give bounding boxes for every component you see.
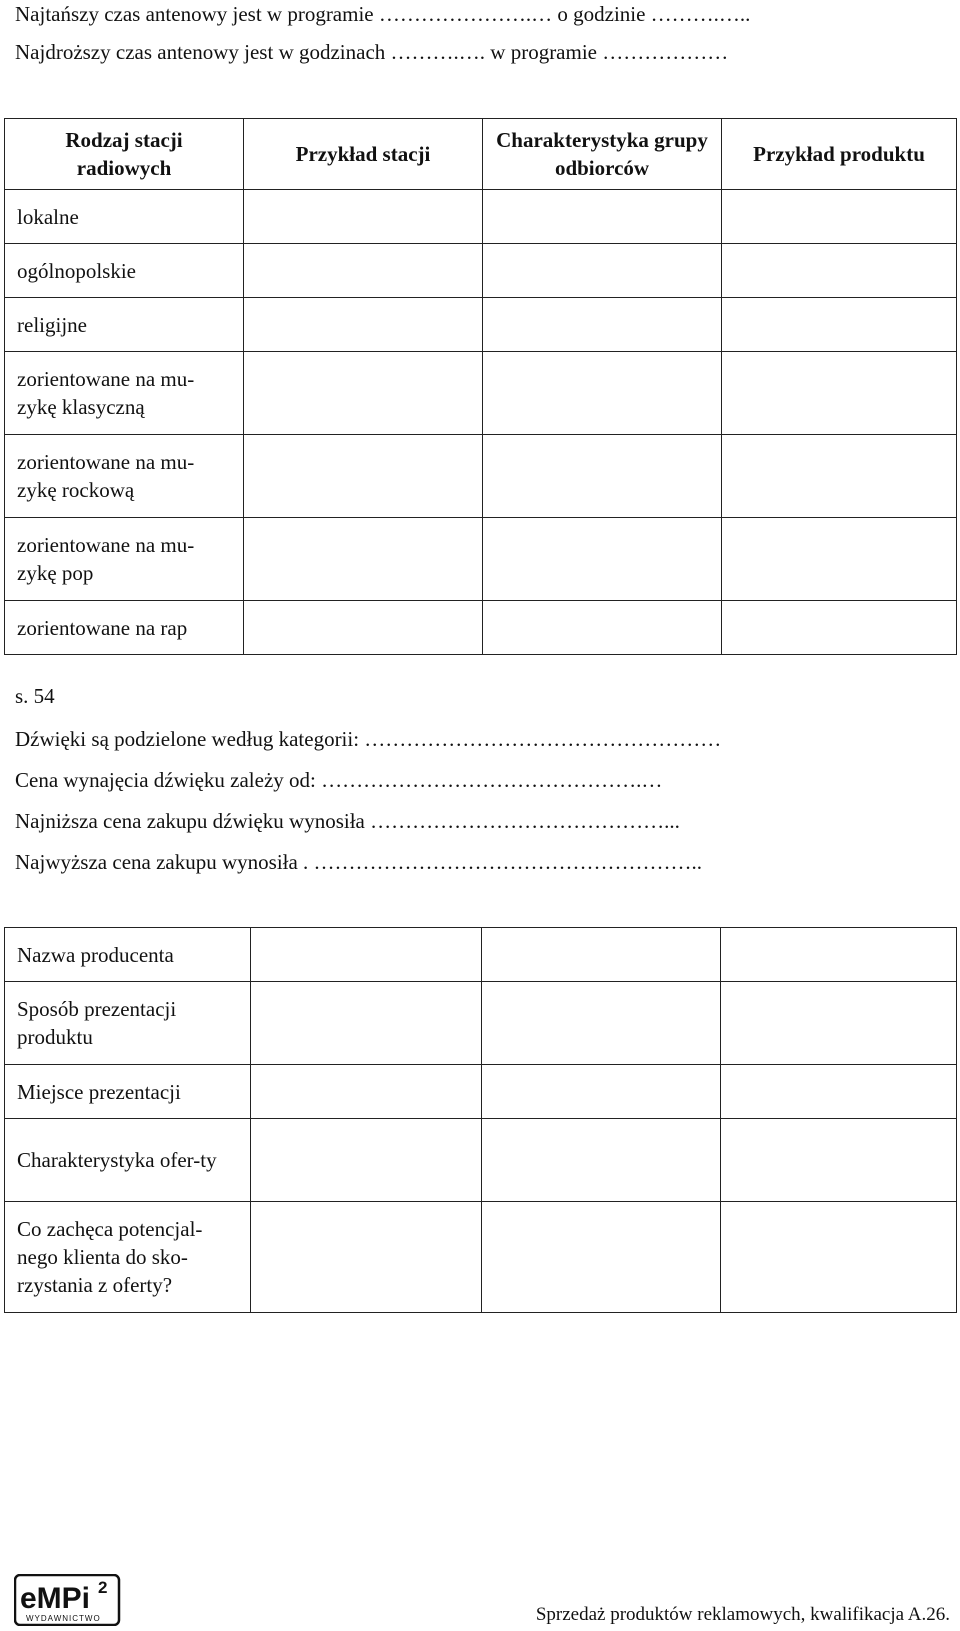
answer-cell[interactable]	[251, 982, 482, 1065]
answer-cell[interactable]	[482, 928, 721, 982]
svg-text:WYDAWNICTWO: WYDAWNICTWO	[26, 1614, 101, 1623]
table-row	[5, 982, 957, 1065]
answer-cell[interactable]	[722, 518, 957, 601]
row-label: Co zachęca potencjal-nego klienta do sko-rzystania z oferty?	[5, 1202, 251, 1313]
row-label: zorientowane na mu-zykę pop	[5, 518, 244, 601]
row-label: zorientowane na mu-zykę rockową	[5, 435, 244, 518]
row-label: ogólnopolskie	[5, 244, 244, 298]
row-label: zorientowane na rap	[5, 601, 244, 655]
answer-cell[interactable]	[244, 435, 483, 518]
page-reference: s. 54	[15, 684, 55, 708]
footer-caption: Sprzedaż produktów reklamowych, kwalifikacja A.26.	[535, 1604, 950, 1625]
lowest-price-line: Najniższa cena zakupu dźwięku wynosiła ……………………………………...	[15, 809, 680, 833]
answer-cell[interactable]	[251, 1065, 482, 1119]
rental-price-line: Cena wynajęcia dźwięku zależy od: ……………………………………….…	[15, 768, 663, 792]
table-row	[5, 601, 957, 655]
row-label: Sposób prezentacji produktu	[5, 982, 251, 1065]
answer-cell[interactable]	[482, 1065, 721, 1119]
row-label: religijne	[5, 298, 244, 352]
answer-cell[interactable]	[244, 298, 483, 352]
table-row	[5, 298, 957, 352]
answer-cell[interactable]	[721, 1119, 957, 1202]
answer-cell[interactable]	[483, 601, 722, 655]
answer-cell[interactable]	[251, 1119, 482, 1202]
header-product-example: Przykład produktu	[722, 119, 957, 190]
top-line-1: Najtańszy czas antenowy jest w programie ………………….… o godzinie ……….…..	[15, 2, 751, 26]
table-row	[5, 244, 957, 298]
answer-cell[interactable]	[482, 982, 721, 1065]
answer-cell[interactable]	[251, 1202, 482, 1313]
table-row	[5, 1202, 957, 1313]
answer-cell[interactable]	[721, 928, 957, 982]
header-audience: Charakterystyka grupy odbiorców	[483, 119, 722, 190]
radio-stations-table	[4, 118, 957, 655]
table-row	[5, 352, 957, 435]
answer-cell[interactable]	[721, 1065, 957, 1119]
answer-cell[interactable]	[244, 190, 483, 244]
table-row	[5, 518, 957, 601]
table-row	[5, 1119, 957, 1202]
answer-cell[interactable]	[244, 518, 483, 601]
answer-cell[interactable]	[244, 244, 483, 298]
answer-cell[interactable]	[483, 435, 722, 518]
answer-cell[interactable]	[721, 1202, 957, 1313]
table-row	[5, 435, 957, 518]
offer-analysis-table	[4, 927, 957, 1313]
svg-text:2: 2	[98, 1578, 108, 1597]
answer-cell[interactable]	[483, 190, 722, 244]
answer-cell[interactable]	[722, 190, 957, 244]
answer-cell[interactable]	[722, 352, 957, 435]
answer-cell[interactable]	[722, 298, 957, 352]
answer-cell[interactable]	[483, 352, 722, 435]
sound-categories-line: Dźwięki są podzielone według kategorii: ……………………………………………	[15, 727, 722, 751]
empi-logo	[14, 1574, 122, 1626]
svg-text:eMPi: eMPi	[20, 1582, 91, 1615]
answer-cell[interactable]	[722, 244, 957, 298]
table-row	[5, 1065, 957, 1119]
answer-cell[interactable]	[482, 1202, 721, 1313]
header-station-type: Rodzaj stacji radiowych	[5, 119, 244, 190]
table-row	[5, 190, 957, 244]
answer-cell[interactable]	[483, 298, 722, 352]
answer-cell[interactable]	[244, 601, 483, 655]
table-header-row	[5, 119, 957, 190]
answer-cell[interactable]	[483, 244, 722, 298]
answer-cell[interactable]	[722, 601, 957, 655]
answer-cell[interactable]	[251, 928, 482, 982]
header-station-example: Przykład stacji	[244, 119, 483, 190]
top-line-2: Najdroższy czas antenowy jest w godzinach ……….…. w programie ………………	[15, 40, 729, 64]
answer-cell[interactable]	[482, 1119, 721, 1202]
row-label: Charakterystyka ofer-ty	[5, 1119, 251, 1202]
row-label: Miejsce prezentacji	[5, 1065, 251, 1119]
answer-cell[interactable]	[721, 982, 957, 1065]
highest-price-line: Najwyższa cena zakupu wynosiła . ………………………………………………..	[15, 850, 703, 874]
answer-cell[interactable]	[483, 518, 722, 601]
row-label: zorientowane na mu-zykę klasyczną	[5, 352, 244, 435]
answer-cell[interactable]	[244, 352, 483, 435]
answer-cell[interactable]	[722, 435, 957, 518]
row-label: Nazwa producenta	[5, 928, 251, 982]
row-label: lokalne	[5, 190, 244, 244]
table-row	[5, 928, 957, 982]
